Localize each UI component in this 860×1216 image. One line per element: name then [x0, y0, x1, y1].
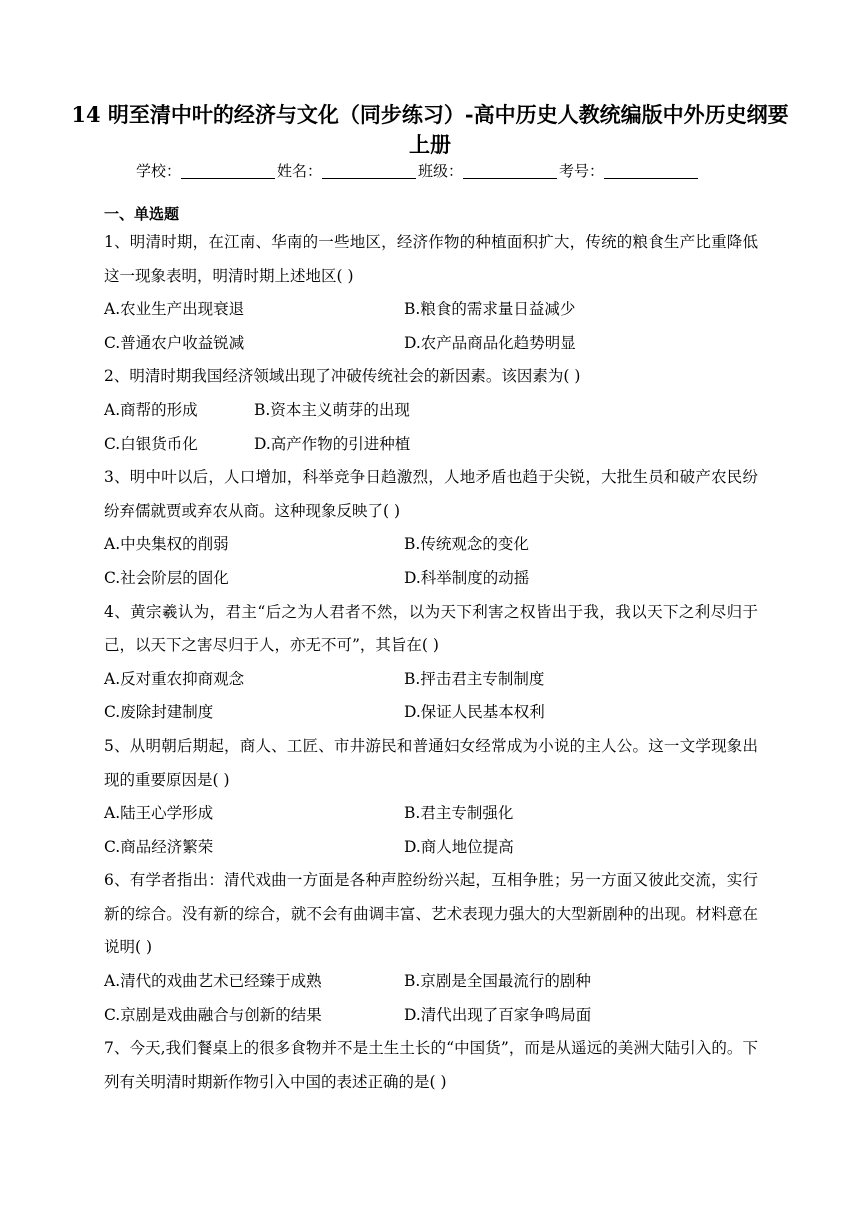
options-group: [104, 293, 758, 360]
question-2: [104, 360, 758, 461]
exam-no-blank[interactable]: [604, 162, 698, 179]
class-label: 班级：: [418, 162, 464, 180]
school-label: 学校：: [136, 162, 182, 180]
question-text: 7、今天,我们餐桌上的很多食物并不是土生土长的“中国货”，而是从遥远的美洲大陆引入的。下列有关明清时期新作物引入中国的表述正确的是( ): [104, 1039, 758, 1091]
options-group: [104, 663, 758, 730]
option-c[interactable]: C.京剧是戏曲融合与创新的结果: [104, 1005, 322, 1024]
option-b[interactable]: B.传统观念的变化: [404, 535, 529, 554]
question-text: 1、明清时期，在江南、华南的一些地区，经济作物的种植面积扩大，传统的粮食生产比重降低这一现象表明，明清时期上述地区( ): [104, 233, 758, 285]
option-a[interactable]: A.农业生产出现衰退: [104, 300, 245, 319]
option-b[interactable]: B.京剧是全国最流行的剧种: [404, 972, 591, 991]
section-heading: 一、单选题: [104, 205, 180, 223]
option-d[interactable]: D.科举制度的动摇: [404, 568, 530, 587]
question-text: 6、有学者指出：清代戏曲一方面是各种声腔纷纷兴起，互相争胜；另一方面又彼此交流，实行新的综合。没有新的综合，就不会有曲调丰富、艺术表现力强大的大型新剧种的出现。材料意在说明( ): [104, 871, 758, 957]
options-group: [104, 797, 758, 864]
option-c[interactable]: C.白银货币化: [104, 434, 198, 453]
option-b[interactable]: B.资本主义萌芽的出现: [254, 400, 410, 419]
option-a[interactable]: A.清代的戏曲艺术已经臻于成熟: [104, 972, 322, 991]
option-c[interactable]: C.废除封建制度: [104, 703, 214, 722]
option-b[interactable]: B.抨击君主专制制度: [404, 669, 545, 688]
options-group: [104, 528, 758, 595]
option-d[interactable]: D.高产作物的引进种植: [254, 434, 411, 453]
option-a[interactable]: A.中央集权的削弱: [104, 535, 229, 554]
option-c[interactable]: C.商品经济繁荣: [104, 837, 214, 856]
option-d[interactable]: D.清代出现了百家争鸣局面: [404, 1005, 592, 1024]
question-list: [104, 226, 758, 1099]
exam-no-label: 考号：: [559, 162, 605, 180]
question-7: [104, 1032, 758, 1099]
option-a[interactable]: A.陆王心学形成: [104, 804, 214, 823]
question-text: 3、明中叶以后，人口增加，科举竞争日趋激烈，人地矛盾也趋于尖锐，大批生员和破产农民纷纷弃儒就贾或弃农从商。这种现象反映了( ): [104, 468, 758, 520]
document-title: 14 明至清中叶的经济与文化（同步练习）-高中历史人教统编版中外历史纲要上册: [71, 102, 789, 157]
option-b[interactable]: B.君主专制强化: [404, 804, 514, 823]
question-text: 4、黄宗羲认为，君主“后之为人君者不然，以为天下利害之权皆出于我，我以天下之利尽归于己，以天下之害尽归于人，亦无不可”，其旨在( ): [104, 602, 758, 655]
question-text: 2、明清时期我国经济领域出现了冲破传统社会的新因素。该因素为( ): [104, 367, 581, 386]
question-3: [104, 461, 758, 595]
option-b[interactable]: B.粮食的需求量日益减少: [404, 300, 576, 319]
option-a[interactable]: A.反对重农抑商观念: [104, 669, 245, 688]
name-label: 姓名：: [277, 162, 323, 180]
school-blank[interactable]: [181, 162, 275, 179]
option-c[interactable]: C.普通农户收益锐减: [104, 333, 245, 352]
question-6: [104, 864, 758, 1032]
question-5: [104, 730, 758, 864]
student-info-line: [136, 160, 700, 182]
question-1: [104, 226, 758, 360]
options-group: [104, 965, 758, 1032]
option-a[interactable]: A.商帮的形成: [104, 400, 198, 419]
name-blank[interactable]: [322, 162, 416, 179]
options-group: [104, 394, 758, 461]
class-blank[interactable]: [463, 162, 557, 179]
option-c[interactable]: C.社会阶层的固化: [104, 568, 229, 587]
question-text: 5、从明朝后期起，商人、工匠、市井游民和普通妇女经常成为小说的主人公。这一文学现象出现的重要原因是( ): [104, 736, 758, 789]
option-d[interactable]: D.农产品商品化趋势明显: [404, 333, 576, 352]
option-d[interactable]: D.保证人民基本权利: [404, 703, 545, 722]
option-d[interactable]: D.商人地位提高: [404, 837, 514, 856]
question-4: [104, 596, 758, 730]
